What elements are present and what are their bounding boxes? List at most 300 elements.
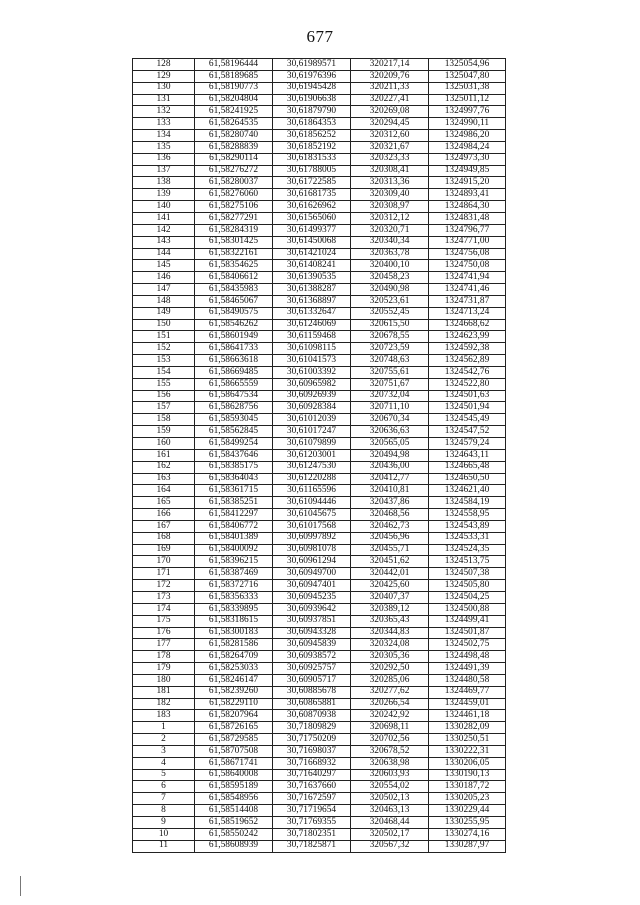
x-coordinate-cell: 320723,59 <box>351 343 429 355</box>
y-coordinate-cell: 1330190,13 <box>429 769 506 781</box>
longitude-cell: 30,71668932 <box>273 757 351 769</box>
point-number-cell: 2 <box>133 734 195 746</box>
longitude-cell: 30,61165596 <box>273 485 351 497</box>
y-coordinate-cell: 1324545,49 <box>429 414 506 426</box>
table-row <box>133 331 506 343</box>
table-row <box>133 378 506 390</box>
point-number-cell: 177 <box>133 639 195 651</box>
x-coordinate-cell: 320308,41 <box>351 165 429 177</box>
point-number-cell: 137 <box>133 165 195 177</box>
longitude-cell: 30,61976396 <box>273 70 351 82</box>
point-number-cell: 5 <box>133 769 195 781</box>
longitude-cell: 30,61098115 <box>273 343 351 355</box>
latitude-cell: 61,58550242 <box>195 828 273 840</box>
latitude-cell: 61,58239260 <box>195 686 273 698</box>
latitude-cell: 61,58401389 <box>195 532 273 544</box>
y-coordinate-cell: 1330205,23 <box>429 793 506 805</box>
y-coordinate-cell: 1324501,63 <box>429 390 506 402</box>
longitude-cell: 30,60870938 <box>273 710 351 722</box>
y-coordinate-cell: 1324513,75 <box>429 556 506 568</box>
latitude-cell: 61,58280740 <box>195 130 273 142</box>
latitude-cell: 61,58372716 <box>195 580 273 592</box>
latitude-cell: 61,58669485 <box>195 366 273 378</box>
point-number-cell: 151 <box>133 331 195 343</box>
longitude-cell: 30,71637660 <box>273 781 351 793</box>
table-row <box>133 236 506 248</box>
table-row <box>133 390 506 402</box>
y-coordinate-cell: 1324949,85 <box>429 165 506 177</box>
longitude-cell: 30,61864353 <box>273 118 351 130</box>
y-coordinate-cell: 1324893,41 <box>429 189 506 201</box>
point-number-cell: 136 <box>133 153 195 165</box>
longitude-cell: 30,61856252 <box>273 130 351 142</box>
longitude-cell: 30,71802351 <box>273 828 351 840</box>
y-coordinate-cell: 1324480,58 <box>429 674 506 686</box>
table-row <box>133 414 506 426</box>
point-number-cell: 173 <box>133 591 195 603</box>
y-coordinate-cell: 1324522,80 <box>429 378 506 390</box>
latitude-cell: 61,58729585 <box>195 734 273 746</box>
x-coordinate-cell: 320702,56 <box>351 734 429 746</box>
table-row <box>133 212 506 224</box>
table-row <box>133 343 506 355</box>
table-row <box>133 284 506 296</box>
table-row <box>133 106 506 118</box>
point-number-cell: 155 <box>133 378 195 390</box>
y-coordinate-cell: 1324584,19 <box>429 497 506 509</box>
point-number-cell: 168 <box>133 532 195 544</box>
point-number-cell: 132 <box>133 106 195 118</box>
table-row <box>133 70 506 82</box>
point-number-cell: 141 <box>133 212 195 224</box>
longitude-cell: 30,61722585 <box>273 177 351 189</box>
longitude-cell: 30,71698037 <box>273 745 351 757</box>
y-coordinate-cell: 1324990,11 <box>429 118 506 130</box>
longitude-cell: 30,61220288 <box>273 473 351 485</box>
latitude-cell: 61,58189685 <box>195 70 273 82</box>
point-number-cell: 134 <box>133 130 195 142</box>
latitude-cell: 61,58276060 <box>195 189 273 201</box>
point-number-cell: 140 <box>133 201 195 213</box>
point-number-cell: 6 <box>133 781 195 793</box>
table-row <box>133 438 506 450</box>
longitude-cell: 30,60925757 <box>273 663 351 675</box>
point-number-cell: 183 <box>133 710 195 722</box>
latitude-cell: 61,58640008 <box>195 769 273 781</box>
longitude-cell: 30,61831533 <box>273 153 351 165</box>
table-row <box>133 201 506 213</box>
point-number-cell: 170 <box>133 556 195 568</box>
table-row <box>133 781 506 793</box>
x-coordinate-cell: 320320,71 <box>351 224 429 236</box>
longitude-cell: 30,60945839 <box>273 639 351 651</box>
point-number-cell: 167 <box>133 520 195 532</box>
y-coordinate-cell: 1330206,05 <box>429 757 506 769</box>
longitude-cell: 30,61079899 <box>273 438 351 450</box>
x-coordinate-cell: 320462,73 <box>351 520 429 532</box>
latitude-cell: 61,58300183 <box>195 627 273 639</box>
latitude-cell: 61,58264535 <box>195 118 273 130</box>
point-number-cell: 166 <box>133 509 195 521</box>
table-row <box>133 426 506 438</box>
latitude-cell: 61,58385175 <box>195 461 273 473</box>
longitude-cell: 30,61368897 <box>273 295 351 307</box>
table-row <box>133 698 506 710</box>
table-row <box>133 319 506 331</box>
table-row <box>133 485 506 497</box>
x-coordinate-cell: 320363,78 <box>351 248 429 260</box>
x-coordinate-cell: 320425,60 <box>351 580 429 592</box>
table-row <box>133 639 506 651</box>
point-number-cell: 161 <box>133 449 195 461</box>
latitude-cell: 61,58281586 <box>195 639 273 651</box>
y-coordinate-cell: 1324915,20 <box>429 177 506 189</box>
point-number-cell: 159 <box>133 426 195 438</box>
y-coordinate-cell: 1324558,95 <box>429 509 506 521</box>
latitude-cell: 61,58641733 <box>195 343 273 355</box>
longitude-cell: 30,61906638 <box>273 94 351 106</box>
longitude-cell: 30,61450068 <box>273 236 351 248</box>
longitude-cell: 30,61421024 <box>273 248 351 260</box>
x-coordinate-cell: 320567,32 <box>351 840 429 852</box>
table-row <box>133 734 506 746</box>
point-number-cell: 160 <box>133 438 195 450</box>
x-coordinate-cell: 320678,52 <box>351 745 429 757</box>
x-coordinate-cell: 320294,45 <box>351 118 429 130</box>
longitude-cell: 30,60905717 <box>273 674 351 686</box>
x-coordinate-cell: 320732,04 <box>351 390 429 402</box>
x-coordinate-cell: 320615,50 <box>351 319 429 331</box>
x-coordinate-cell: 320227,41 <box>351 94 429 106</box>
y-coordinate-cell: 1324562,89 <box>429 355 506 367</box>
longitude-cell: 30,61388287 <box>273 284 351 296</box>
latitude-cell: 61,58406612 <box>195 272 273 284</box>
longitude-cell: 30,61012039 <box>273 414 351 426</box>
latitude-cell: 61,58361715 <box>195 485 273 497</box>
latitude-cell: 61,58593045 <box>195 414 273 426</box>
latitude-cell: 61,58190773 <box>195 82 273 94</box>
table-row <box>133 509 506 521</box>
table-row <box>133 449 506 461</box>
latitude-cell: 61,58288839 <box>195 141 273 153</box>
table-row <box>133 94 506 106</box>
x-coordinate-cell: 320603,93 <box>351 769 429 781</box>
table-row <box>133 627 506 639</box>
x-coordinate-cell: 320340,34 <box>351 236 429 248</box>
longitude-cell: 30,61017247 <box>273 426 351 438</box>
longitude-cell: 30,60926939 <box>273 390 351 402</box>
longitude-cell: 30,60937851 <box>273 615 351 627</box>
x-coordinate-cell: 320442,01 <box>351 568 429 580</box>
latitude-cell: 61,58400092 <box>195 544 273 556</box>
longitude-cell: 30,60938572 <box>273 651 351 663</box>
point-number-cell: 180 <box>133 674 195 686</box>
point-number-cell: 181 <box>133 686 195 698</box>
latitude-cell: 61,58514408 <box>195 805 273 817</box>
latitude-cell: 61,58663618 <box>195 355 273 367</box>
table-row <box>133 840 506 852</box>
x-coordinate-cell: 320552,45 <box>351 307 429 319</box>
x-coordinate-cell: 320502,17 <box>351 828 429 840</box>
x-coordinate-cell: 320321,67 <box>351 141 429 153</box>
table-row <box>133 757 506 769</box>
x-coordinate-cell: 320565,05 <box>351 438 429 450</box>
y-coordinate-cell: 1330274,16 <box>429 828 506 840</box>
latitude-cell: 61,58301425 <box>195 236 273 248</box>
y-coordinate-cell: 1324864,30 <box>429 201 506 213</box>
longitude-cell: 30,60961294 <box>273 556 351 568</box>
x-coordinate-cell: 320751,67 <box>351 378 429 390</box>
longitude-cell: 30,60928384 <box>273 402 351 414</box>
point-number-cell: 130 <box>133 82 195 94</box>
latitude-cell: 61,58562845 <box>195 426 273 438</box>
point-number-cell: 176 <box>133 627 195 639</box>
y-coordinate-cell: 1324501,87 <box>429 627 506 639</box>
latitude-cell: 61,58608939 <box>195 840 273 852</box>
latitude-cell: 61,58284319 <box>195 224 273 236</box>
latitude-cell: 61,58726165 <box>195 722 273 734</box>
x-coordinate-cell: 320211,33 <box>351 82 429 94</box>
y-coordinate-cell: 1324741,46 <box>429 284 506 296</box>
longitude-cell: 30,71640297 <box>273 769 351 781</box>
point-number-cell: 145 <box>133 260 195 272</box>
longitude-cell: 30,60939642 <box>273 603 351 615</box>
point-number-cell: 153 <box>133 355 195 367</box>
point-number-cell: 3 <box>133 745 195 757</box>
x-coordinate-cell: 320410,81 <box>351 485 429 497</box>
y-coordinate-cell: 1324459,01 <box>429 698 506 710</box>
longitude-cell: 30,61159468 <box>273 331 351 343</box>
table-row <box>133 272 506 284</box>
table-row <box>133 686 506 698</box>
point-number-cell: 169 <box>133 544 195 556</box>
x-coordinate-cell: 320748,63 <box>351 355 429 367</box>
y-coordinate-cell: 1324592,38 <box>429 343 506 355</box>
longitude-cell: 30,61332647 <box>273 307 351 319</box>
x-coordinate-cell: 320670,34 <box>351 414 429 426</box>
table-row <box>133 580 506 592</box>
point-number-cell: 131 <box>133 94 195 106</box>
point-number-cell: 164 <box>133 485 195 497</box>
latitude-cell: 61,58671741 <box>195 757 273 769</box>
point-number-cell: 163 <box>133 473 195 485</box>
latitude-cell: 61,58364043 <box>195 473 273 485</box>
longitude-cell: 30,61247530 <box>273 461 351 473</box>
table-row <box>133 260 506 272</box>
point-number-cell: 175 <box>133 615 195 627</box>
point-number-cell: 154 <box>133 366 195 378</box>
x-coordinate-cell: 320217,14 <box>351 59 429 71</box>
longitude-cell: 30,60949700 <box>273 568 351 580</box>
latitude-cell: 61,58280037 <box>195 177 273 189</box>
table-row <box>133 189 506 201</box>
longitude-cell: 30,61681735 <box>273 189 351 201</box>
table-row <box>133 568 506 580</box>
x-coordinate-cell: 320277,62 <box>351 686 429 698</box>
table-row <box>133 817 506 829</box>
x-coordinate-cell: 320468,44 <box>351 817 429 829</box>
table-row <box>133 497 506 509</box>
longitude-cell: 30,61041573 <box>273 355 351 367</box>
point-number-cell: 150 <box>133 319 195 331</box>
x-coordinate-cell: 320638,98 <box>351 757 429 769</box>
x-coordinate-cell: 320269,08 <box>351 106 429 118</box>
table-row <box>133 532 506 544</box>
x-coordinate-cell: 320407,37 <box>351 591 429 603</box>
x-coordinate-cell: 320437,86 <box>351 497 429 509</box>
longitude-cell: 30,61203001 <box>273 449 351 461</box>
y-coordinate-cell: 1324491,39 <box>429 663 506 675</box>
latitude-cell: 61,58253033 <box>195 663 273 675</box>
y-coordinate-cell: 1324504,25 <box>429 591 506 603</box>
longitude-cell: 30,71750209 <box>273 734 351 746</box>
y-coordinate-cell: 1324741,94 <box>429 272 506 284</box>
x-coordinate-cell: 320209,76 <box>351 70 429 82</box>
y-coordinate-cell: 1324831,48 <box>429 212 506 224</box>
y-coordinate-cell: 1324986,20 <box>429 130 506 142</box>
point-number-cell: 171 <box>133 568 195 580</box>
point-number-cell: 143 <box>133 236 195 248</box>
point-number-cell: 178 <box>133 651 195 663</box>
x-coordinate-cell: 320312,60 <box>351 130 429 142</box>
latitude-cell: 61,58665559 <box>195 378 273 390</box>
y-coordinate-cell: 1325011,12 <box>429 94 506 106</box>
table-row <box>133 663 506 675</box>
point-number-cell: 182 <box>133 698 195 710</box>
point-number-cell: 174 <box>133 603 195 615</box>
longitude-cell: 30,60981078 <box>273 544 351 556</box>
table-row <box>133 295 506 307</box>
latitude-cell: 61,58546262 <box>195 319 273 331</box>
point-number-cell: 7 <box>133 793 195 805</box>
point-number-cell: 11 <box>133 840 195 852</box>
y-coordinate-cell: 1330250,51 <box>429 734 506 746</box>
y-coordinate-cell: 1330187,72 <box>429 781 506 793</box>
x-coordinate-cell: 320554,02 <box>351 781 429 793</box>
y-coordinate-cell: 1325054,96 <box>429 59 506 71</box>
latitude-cell: 61,58318615 <box>195 615 273 627</box>
table-row <box>133 153 506 165</box>
latitude-cell: 61,58290114 <box>195 153 273 165</box>
table-row <box>133 355 506 367</box>
latitude-cell: 61,58595189 <box>195 781 273 793</box>
latitude-cell: 61,58412297 <box>195 509 273 521</box>
table-row <box>133 130 506 142</box>
x-coordinate-cell: 320463,13 <box>351 805 429 817</box>
longitude-cell: 30,60947401 <box>273 580 351 592</box>
latitude-cell: 61,58647534 <box>195 390 273 402</box>
coordinates-table <box>132 58 506 853</box>
x-coordinate-cell: 320455,71 <box>351 544 429 556</box>
x-coordinate-cell: 320309,40 <box>351 189 429 201</box>
table-row <box>133 141 506 153</box>
point-number-cell: 179 <box>133 663 195 675</box>
table-row <box>133 177 506 189</box>
point-number-cell: 10 <box>133 828 195 840</box>
point-number-cell: 133 <box>133 118 195 130</box>
table-row <box>133 402 506 414</box>
point-number-cell: 9 <box>133 817 195 829</box>
coordinates-table-body <box>133 59 506 853</box>
x-coordinate-cell: 320305,36 <box>351 651 429 663</box>
x-coordinate-cell: 320436,00 <box>351 461 429 473</box>
x-coordinate-cell: 320285,06 <box>351 674 429 686</box>
x-coordinate-cell: 320456,96 <box>351 532 429 544</box>
y-coordinate-cell: 1324498,48 <box>429 651 506 663</box>
longitude-cell: 30,60965982 <box>273 378 351 390</box>
point-number-cell: 4 <box>133 757 195 769</box>
point-number-cell: 157 <box>133 402 195 414</box>
table-row <box>133 544 506 556</box>
table-row <box>133 674 506 686</box>
point-number-cell: 147 <box>133 284 195 296</box>
x-coordinate-cell: 320494,98 <box>351 449 429 461</box>
point-number-cell: 158 <box>133 414 195 426</box>
longitude-cell: 30,71825871 <box>273 840 351 852</box>
point-number-cell: 1 <box>133 722 195 734</box>
table-row <box>133 307 506 319</box>
x-coordinate-cell: 320502,13 <box>351 793 429 805</box>
latitude-cell: 61,58229110 <box>195 698 273 710</box>
scan-edge-mark <box>20 876 21 896</box>
y-coordinate-cell: 1330287,97 <box>429 840 506 852</box>
longitude-cell: 30,61017568 <box>273 520 351 532</box>
x-coordinate-cell: 320468,56 <box>351 509 429 521</box>
latitude-cell: 61,58275106 <box>195 201 273 213</box>
point-number-cell: 138 <box>133 177 195 189</box>
longitude-cell: 30,61626962 <box>273 201 351 213</box>
y-coordinate-cell: 1324507,38 <box>429 568 506 580</box>
x-coordinate-cell: 320344,83 <box>351 627 429 639</box>
y-coordinate-cell: 1324771,00 <box>429 236 506 248</box>
latitude-cell: 61,58519652 <box>195 817 273 829</box>
point-number-cell: 162 <box>133 461 195 473</box>
longitude-cell: 30,61788005 <box>273 165 351 177</box>
y-coordinate-cell: 1324579,24 <box>429 438 506 450</box>
x-coordinate-cell: 320698,11 <box>351 722 429 734</box>
latitude-cell: 61,58277291 <box>195 212 273 224</box>
table-row <box>133 82 506 94</box>
latitude-cell: 61,58339895 <box>195 603 273 615</box>
longitude-cell: 30,61408241 <box>273 260 351 272</box>
latitude-cell: 61,58601949 <box>195 331 273 343</box>
latitude-cell: 61,58241925 <box>195 106 273 118</box>
point-number-cell: 128 <box>133 59 195 71</box>
latitude-cell: 61,58276272 <box>195 165 273 177</box>
latitude-cell: 61,58264709 <box>195 651 273 663</box>
latitude-cell: 61,58396215 <box>195 556 273 568</box>
table-row <box>133 603 506 615</box>
latitude-cell: 61,58354625 <box>195 260 273 272</box>
table-row <box>133 805 506 817</box>
longitude-cell: 30,60943328 <box>273 627 351 639</box>
x-coordinate-cell: 320389,12 <box>351 603 429 615</box>
longitude-cell: 30,60997892 <box>273 532 351 544</box>
latitude-cell: 61,58385251 <box>195 497 273 509</box>
longitude-cell: 30,61003392 <box>273 366 351 378</box>
x-coordinate-cell: 320400,10 <box>351 260 429 272</box>
latitude-cell: 61,58356333 <box>195 591 273 603</box>
longitude-cell: 30,71769355 <box>273 817 351 829</box>
longitude-cell: 30,61989571 <box>273 59 351 71</box>
y-coordinate-cell: 1325031,38 <box>429 82 506 94</box>
y-coordinate-cell: 1324461,18 <box>429 710 506 722</box>
x-coordinate-cell: 320266,54 <box>351 698 429 710</box>
y-coordinate-cell: 1324796,77 <box>429 224 506 236</box>
y-coordinate-cell: 1324650,50 <box>429 473 506 485</box>
table-row <box>133 118 506 130</box>
longitude-cell: 30,61945428 <box>273 82 351 94</box>
